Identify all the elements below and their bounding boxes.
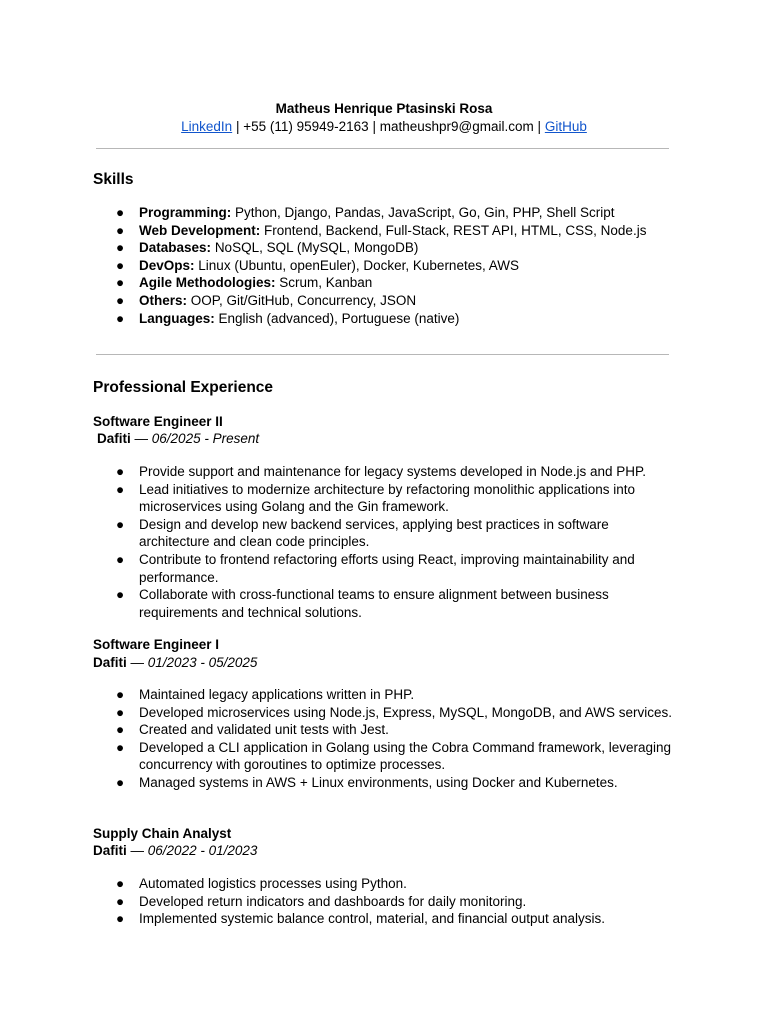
skill-value: Python, Django, Pandas, JavaScript, Go, Gin, PHP, Shell Script <box>235 205 615 220</box>
bullet-text: Lead initiatives to modernize architecture by refactoring monolithic applications into microservices using Golang and the Gin framework. <box>139 481 636 515</box>
job-dates: 06/2022 - 01/2023 <box>147 843 258 858</box>
dash: — <box>130 655 145 670</box>
separator: | <box>372 119 376 134</box>
skill-label: Agile Methodologies: <box>139 275 276 291</box>
bullet-icon: ● <box>116 722 125 738</box>
skills-heading: Skills <box>93 171 134 188</box>
job-dates: 06/2025 - Present <box>151 431 260 446</box>
bullet-text: Design and develop new backend services, applying best practices in software architecture and clean code principles. <box>139 516 609 550</box>
bullet-icon: ● <box>116 257 125 273</box>
skill-value: Frontend, Backend, Full-Stack, REST API, HTML, CSS, Node.js <box>264 222 647 238</box>
candidate-name: Matheus Henrique Ptasinski Rosa <box>275 101 493 116</box>
bullet-icon: ● <box>116 876 125 891</box>
job-title: Software Engineer II <box>93 414 223 429</box>
list-item <box>0 893 679 911</box>
bullet-icon: ● <box>116 310 125 326</box>
bullet-icon: ● <box>116 687 125 702</box>
list-item <box>0 481 679 516</box>
list-item <box>0 704 679 722</box>
job-bullets <box>0 686 768 792</box>
company-name: Dafiti <box>93 843 127 858</box>
phone-number: +55 (11) 95949-2163 <box>243 119 369 134</box>
skill-item <box>0 239 679 257</box>
job-title: Supply Chain Analyst <box>93 826 232 841</box>
job-bullets <box>0 875 768 928</box>
job-meta <box>93 843 257 858</box>
linkedin-link[interactable]: LinkedIn <box>181 119 233 134</box>
dash: — <box>134 431 149 446</box>
bullet-text: Created and validated unit tests with Jest. <box>139 722 389 738</box>
separator: | <box>537 119 542 134</box>
bullet-text: Implemented systemic balance control, material, and financial output analysis. <box>139 911 605 927</box>
bullet-text: Provide support and maintenance for legacy systems developed in Node.js and PHP. <box>139 464 647 479</box>
skill-label: Others: <box>139 292 188 308</box>
skill-value: Scrum, Kanban <box>279 275 373 291</box>
bullet-icon: ● <box>116 774 125 790</box>
bullet-icon: ● <box>116 275 125 291</box>
bullet-icon: ● <box>116 551 125 567</box>
email-address: matheushpr9@gmail.com <box>379 119 534 134</box>
company-name: Dafiti <box>97 431 131 446</box>
bullet-text: Contribute to frontend refactoring efforts using React, improving maintainability and performance. <box>139 551 635 585</box>
bullet-icon: ● <box>116 464 125 479</box>
list-item <box>0 586 679 621</box>
skill-item <box>0 222 679 240</box>
experience-heading: Professional Experience <box>93 379 274 396</box>
dash: — <box>130 843 145 858</box>
list-item <box>0 463 679 481</box>
list-item <box>0 721 679 739</box>
list-item <box>0 774 679 792</box>
bullet-icon: ● <box>116 240 125 256</box>
job-bullets <box>0 463 768 621</box>
bullet-icon: ● <box>116 893 125 909</box>
skill-value: OOP, Git/GitHub, Concurrency, JSON <box>190 292 417 308</box>
separator: | <box>235 119 240 134</box>
skill-item <box>0 204 679 222</box>
bullet-text: Developed a CLI application in Golang using the Cobra Command framework, leveraging concurrency with goroutines to optimize processes. <box>139 739 672 773</box>
contact-line <box>0 119 768 134</box>
bullet-text: Maintained legacy applications written in PHP. <box>139 687 415 702</box>
bullet-icon: ● <box>116 704 125 720</box>
job-meta <box>93 655 257 670</box>
skill-label: Programming: <box>139 205 232 220</box>
job-title: Software Engineer I <box>93 637 220 652</box>
bullet-text: Developed return indicators and dashboards for daily monitoring. <box>139 893 527 909</box>
skill-item <box>0 257 679 275</box>
job-meta <box>97 431 259 446</box>
list-item <box>0 739 679 774</box>
bullet-text: Collaborate with cross-functional teams to ensure alignment between business requirements and technical solutions. <box>139 587 609 620</box>
skill-value: NoSQL, SQL (MySQL, MongoDB) <box>214 240 419 256</box>
skill-item <box>0 292 679 310</box>
job-dates: 01/2023 - 05/2025 <box>147 655 258 670</box>
skill-label: Web Development: <box>139 222 261 238</box>
github-link[interactable]: GitHub <box>544 119 587 134</box>
bullet-icon: ● <box>116 739 125 755</box>
bullet-icon: ● <box>116 516 125 532</box>
skills-list <box>0 204 768 327</box>
list-item <box>0 551 679 586</box>
bullet-text: Developed microservices using Node.js, Express, MySQL, MongoDB, and AWS services. <box>139 704 672 720</box>
bullet-text: Managed systems in AWS + Linux environments, using Docker and Kubernetes. <box>139 774 618 790</box>
list-item <box>0 686 679 704</box>
skill-label: Languages: <box>139 310 215 326</box>
skill-item <box>0 310 679 328</box>
list-item <box>0 875 679 893</box>
list-item <box>0 910 679 928</box>
skill-label: DevOps: <box>139 257 195 273</box>
company-name: Dafiti <box>93 655 127 670</box>
bullet-icon: ● <box>116 292 125 308</box>
bullet-icon: ● <box>116 481 125 497</box>
section-divider <box>96 148 669 149</box>
bullet-icon: ● <box>116 205 125 220</box>
skill-value: Linux (Ubuntu, openEuler), Docker, Kubernetes, AWS <box>198 257 519 273</box>
skill-label: Databases: <box>139 240 212 256</box>
bullet-text: Automated logistics processes using Python. <box>139 876 407 891</box>
bullet-icon: ● <box>116 222 125 238</box>
skill-value: English (advanced), Portuguese (native) <box>218 310 460 326</box>
bullet-icon: ● <box>116 587 125 603</box>
skill-item <box>0 274 679 292</box>
list-item <box>0 516 679 551</box>
section-divider <box>96 354 669 355</box>
bullet-icon: ● <box>116 911 125 927</box>
